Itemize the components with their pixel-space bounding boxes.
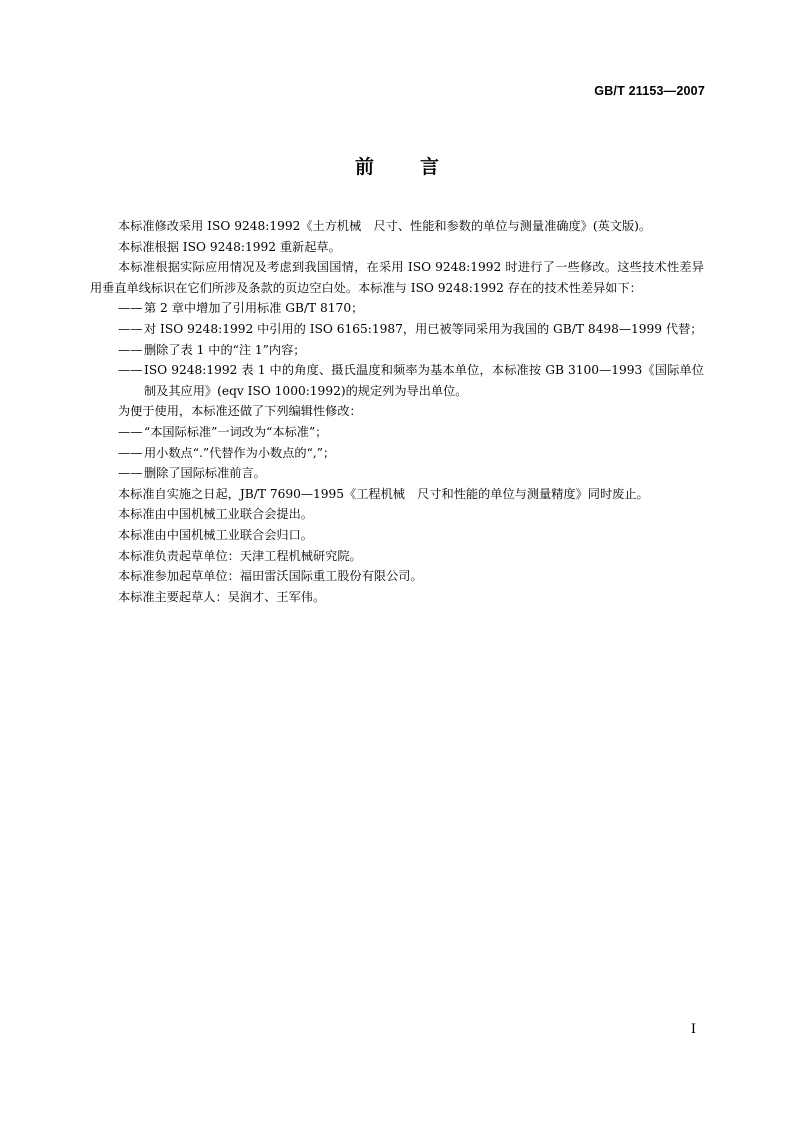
page-number: I — [690, 1022, 696, 1037]
paragraph-drafting-unit: 本标准负责起草单位：天津工程机械研究院。 — [118, 548, 362, 563]
paragraph-proposed-by: 本标准由中国机械工业联合会提出。 — [118, 507, 313, 522]
foreword-body — [90, 216, 704, 607]
paragraph-centralized-by: 本标准由中国机械工业联合会归口。 — [118, 527, 313, 542]
list-item — [90, 340, 704, 361]
paragraph-redrafted: 本标准根据 ISO 9248:1992 重新起草。 — [118, 239, 341, 254]
dash-marker: —— — [118, 301, 143, 316]
list-item — [90, 319, 704, 340]
list-item-text: 对 ISO 9248:1992 中引用的 ISO 6165:1987，用已被等同采用为我国的 GB/T 8498—1999 代替； — [144, 321, 703, 336]
paragraph-supersedes: 本标准自实施之日起，JB/T 7690—1995《工程机械 尺寸和性能的单位与测量精度》同时废止。 — [118, 486, 649, 501]
list-item — [90, 298, 704, 319]
list-item — [90, 360, 704, 401]
list-item-text: 删除了国际标准前言。 — [144, 466, 266, 481]
editorial-changes-list — [90, 422, 704, 484]
paragraph-participating-unit: 本标准参加起草单位：福田雷沃国际重工股份有限公司。 — [118, 569, 423, 584]
list-item-text: ISO 9248:1992 表 1 中的角度、摄氏温度和频率为基本单位，本标准按 GB 3100—1993《国际单位制及其应用》(eqv ISO 1000:1992)的规定列为导出单位。 — [144, 363, 704, 398]
list-item — [90, 463, 704, 484]
list-item-text: “本国际标准”一词改为“本标准”； — [144, 424, 328, 439]
dash-marker: —— — [118, 445, 143, 460]
dash-marker: —— — [118, 363, 143, 378]
list-item-text: 用小数点“.”代替作为小数点的“,”； — [144, 445, 336, 460]
page-title — [0, 152, 794, 179]
paragraph-modifications: 本标准根据实际应用情况及考虑到我国国情，在采用 ISO 9248:1992 时进行了一些修改。这些技术性差异用垂直单线标识在它们所涉及条款的页边空白处。本标准与 ISO 9248:1992 存在的技术性差异如下： — [90, 260, 704, 295]
standard-number: GB/T 21153—2007 — [594, 84, 705, 98]
paragraph-editorial: 为便于使用，本标准还做了下列编辑性修改： — [118, 404, 362, 419]
technical-differences-list — [90, 298, 704, 401]
list-item — [90, 443, 704, 464]
paragraph-drafters: 本标准主要起草人：吴润才、王军伟。 — [118, 589, 326, 604]
list-item-text: 第 2 章中增加了引用标准 GB/T 8170； — [144, 301, 364, 316]
paragraph-adoption: 本标准修改采用 ISO 9248:1992《土方机械 尺寸、性能和参数的单位与测量准确度》(英文版)。 — [118, 219, 652, 233]
dash-marker: —— — [118, 466, 143, 481]
dash-marker: —— — [118, 321, 143, 336]
title-char-1: 前 — [354, 156, 374, 178]
title-char-2: 言 — [420, 156, 440, 178]
list-item — [90, 422, 704, 443]
dash-marker: —— — [118, 342, 143, 357]
list-item-text: 删除了表 1 中的“注 1”内容； — [144, 342, 306, 357]
dash-marker: —— — [118, 424, 143, 439]
